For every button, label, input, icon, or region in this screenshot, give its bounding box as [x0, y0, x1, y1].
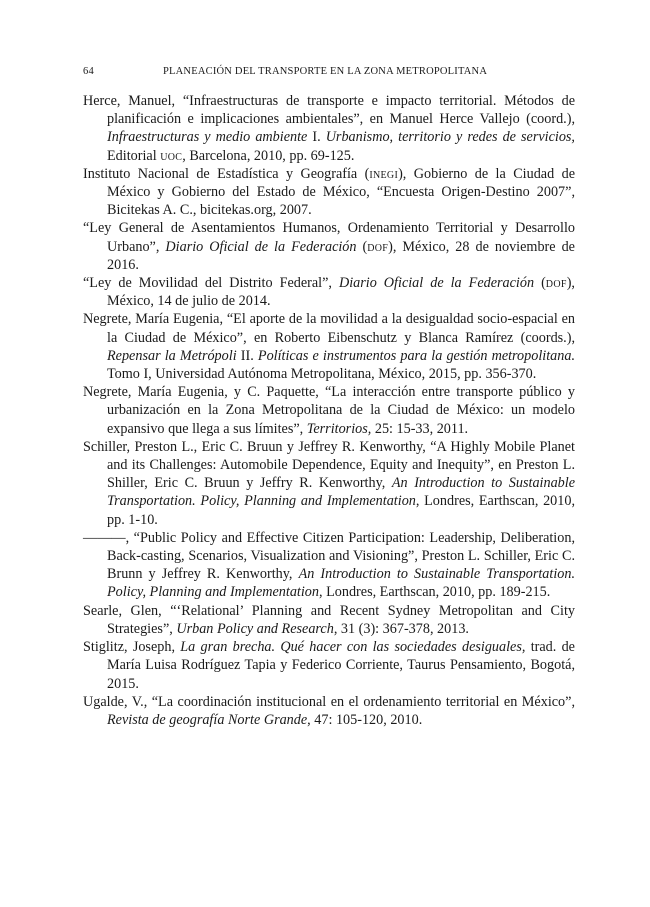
reference-entry: Herce, Manuel, “Infraestructuras de transporte e impacto territorial. Métodos de planificación e implicaciones ambientales”, en Manuel Herce Vallejo (coord.), Infraestructuras y medio ambiente I. Urbanismo, territorio y redes de servicios, Editorial uoc, Barcelona, 2010, pp. 69-125. [83, 93, 575, 164]
reference-entry: Negrete, María Eugenia, y C. Paquette, “La interacción entre transporte público y urbanización en la Zona Metropolitana de la Ciudad de México: un modelo expansivo que llega a sus límites”, Territorios, 25: 15-33, 2011. [83, 384, 575, 437]
reference-entry: ———, “Public Policy and Effective Citizen Participation: Leadership, Deliberation, Back-casting, Scenarios, Visualization and Visioning”, Preston L. Schiller, Eric C. Brunn y Jeffrey R. Kenworthy, An Introduction to Sustainable Transportation. Policy, Planning and Implementation, Londres, Earthscan, 2010, pp. 189-215. [83, 529, 575, 601]
page-number: 64 [83, 66, 94, 77]
reference-entry: Searle, Glen, “‘Relational’ Planning and Recent Sydney Metropolitan and City Strategies”, Urban Policy and Research, 31 (3): 367-378, 2013. [83, 602, 575, 637]
reference-entry: Stiglitz, Joseph, La gran brecha. Qué hacer con las sociedades desiguales, trad. de María Luisa Rodríguez Tapia y Federico Corriente, Taurus Pensamiento, Bogotá, 2015. [83, 639, 575, 692]
running-head-title: PLANEACIÓN DEL TRANSPORTE EN LA ZONA METROPOLITANA [163, 66, 488, 77]
reference-entry: Negrete, María Eugenia, “El aporte de la movilidad a la desigualdad socio-espacial en la Ciudad de México”, en Roberto Eibenschutz y Blanca Ramírez (coords.), Repensar la Metrópoli II. Políticas e instrumentos para la gestión metropolitana. Tomo I, Universidad Autónoma Metropolitana, México, 2015, pp. 356-370. [83, 311, 575, 383]
bibliography-list [83, 92, 575, 729]
reference-entry: “Ley General de Asentamientos Humanos, Ordenamiento Territorial y Desarrollo Urbano”, Diario Oficial de la Federación (dof), México, 28 de noviembre de 2016. [83, 220, 575, 273]
running-head [83, 66, 575, 82]
reference-entry: Ugalde, V., “La coordinación institucional en el ordenamiento territorial en México”, Revista de geografía Norte Grande, 47: 105-120, 2010. [83, 693, 575, 728]
reference-entry: “Ley de Movilidad del Distrito Federal”, Diario Oficial de la Federación (dof), México, 14 de julio de 2014. [83, 275, 575, 310]
reference-entry: Schiller, Preston L., Eric C. Bruun y Jeffrey R. Kenworthy, “A Highly Mobile Planet and its Challenges: Automobile Dependence, Equity and Inequity”, en Preston L. Shiller, Eric C. Bruun y Jeffry R. Kenworthy, An Introduction to Sustainable Transportation. Policy, Planning and Implementation, Londres, Earthscan, 2010, pp. 1-10. [83, 438, 575, 528]
reference-entry: Instituto Nacional de Estadística y Geografía (inegi), Gobierno de la Ciudad de México y Gobierno del Estado de México, “Encuesta Origen-Destino 2007”, Bicitekas A. C., bicitekas.org, 2007. [83, 165, 575, 219]
